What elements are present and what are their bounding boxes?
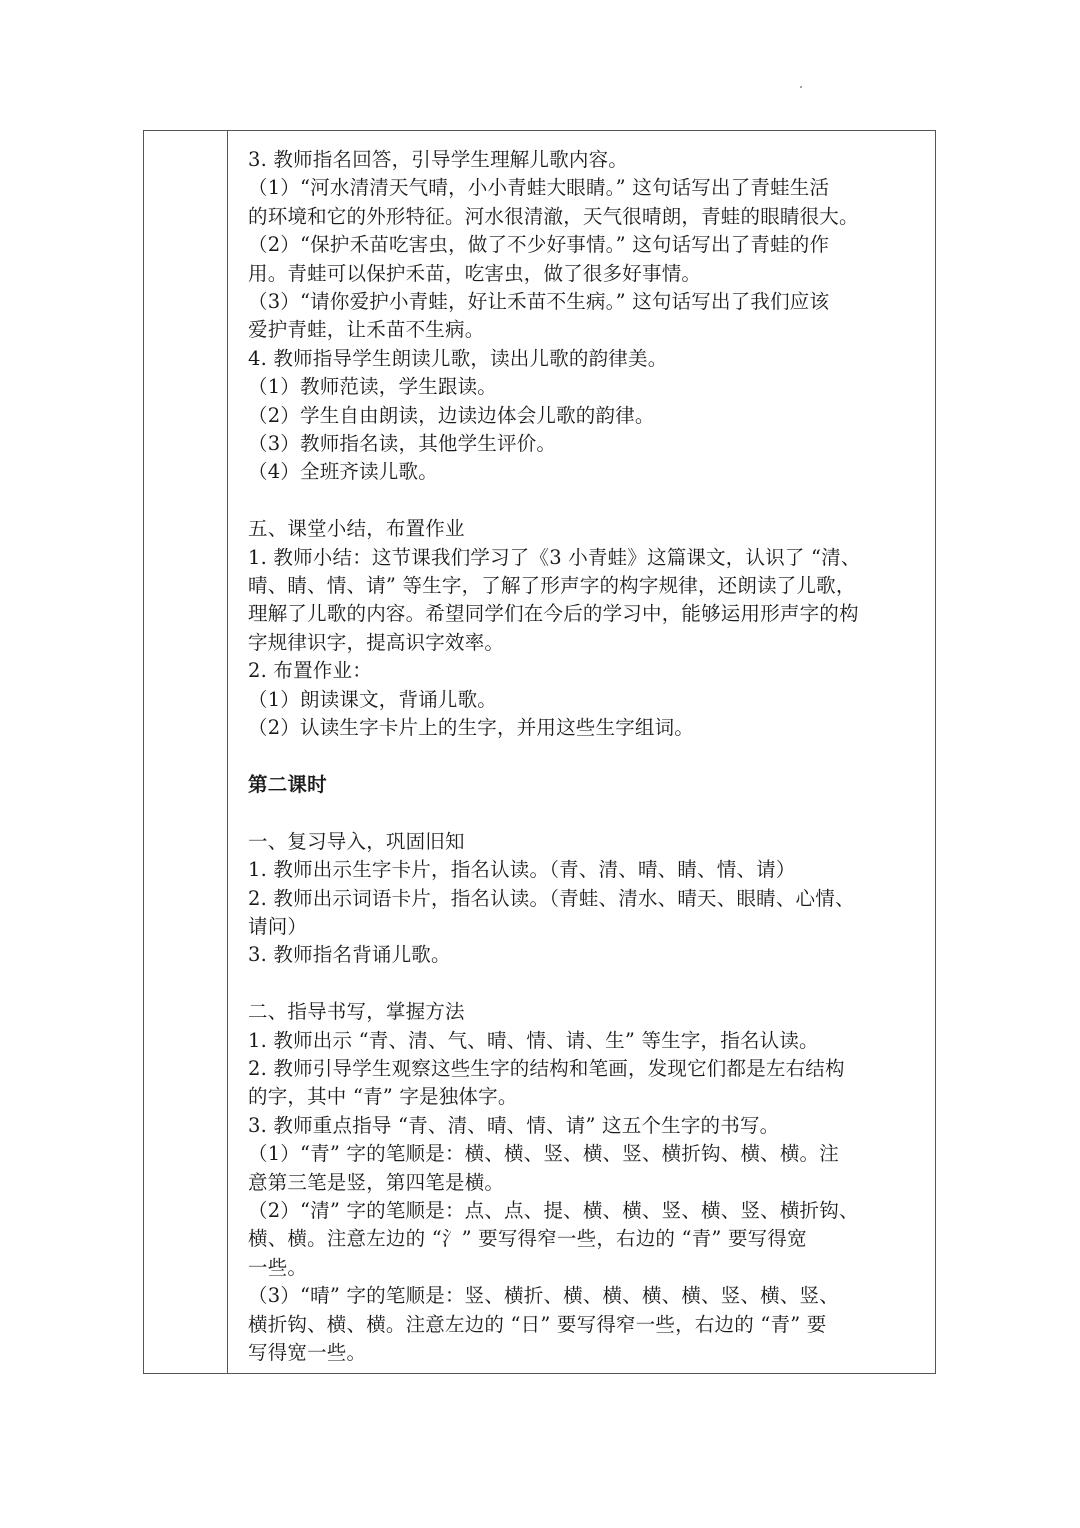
text-line: 爱护青蛙，让禾苗不生病。 xyxy=(248,318,485,342)
section-heading: 第二课时 xyxy=(248,772,327,796)
blank-line xyxy=(248,970,917,998)
text-line: 一、复习导入，巩固旧知 xyxy=(248,829,465,853)
lesson-table xyxy=(143,130,936,1374)
text-line: 4. 教师指导学生朗读儿歌，读出儿歌的韵律美。 xyxy=(248,346,668,370)
text-line: 3. 教师重点指导 “青、清、晴、情、请” 这五个生字的书写。 xyxy=(248,1113,780,1137)
text-line: （1）教师范读，学生跟读。 xyxy=(248,375,498,399)
text-line: 横折钩、横、横。注意左边的 “日” 要写得窄一些，右边的 “青” 要 xyxy=(248,1312,827,1336)
text-line: 二、指导书写，掌握方法 xyxy=(248,1000,465,1024)
text-line: 用。青蛙可以保护禾苗，吃害虫，做了很多好事情。 xyxy=(248,261,702,285)
text-line: （2）认读生字卡片上的生字，并用这些生字组词。 xyxy=(248,716,695,740)
text-line: 一些。 xyxy=(248,1255,308,1279)
text-line: 2. 布置作业： xyxy=(248,659,372,683)
text-line: （3）“请你爱护小青蛙，好让禾苗不生病。” 这句话写出了我们应该 xyxy=(248,290,830,314)
text-line: 3. 教师指名回答，引导学生理解儿歌内容。 xyxy=(248,148,629,171)
text-line: 理解了儿歌的内容。希望同学们在今后的学习中，能够运用形声字的构 xyxy=(248,602,859,626)
text-line: （1）朗读课文，背诵儿歌。 xyxy=(248,687,498,711)
text-line: 2. 教师引导学生观察这些生字的结构和笔画，发现它们都是左右结构 xyxy=(248,1056,845,1080)
text-line: 写得宽一些。 xyxy=(248,1341,367,1364)
text-line: （1）“青” 字的笔顺是：横、横、竖、横、竖、横折钩、横、横。注 xyxy=(248,1142,839,1166)
blank-line xyxy=(248,487,917,515)
text-line: （2）“清” 字的笔顺是：点、点、提、横、横、竖、横、竖、横折钩、 xyxy=(248,1198,859,1222)
page-dot-mark xyxy=(800,86,802,88)
text-line: 3. 教师指名背诵儿歌。 xyxy=(248,943,451,967)
table-left-column xyxy=(144,131,228,1373)
text-line: 请问） xyxy=(248,914,308,938)
text-line: 五、课堂小结，布置作业 xyxy=(248,517,465,541)
text-line: （2）学生自由朗读，边读边体会儿歌的韵律。 xyxy=(248,403,655,427)
text-line: 的环境和它的外形特征。河水很清澈，天气很晴朗，青蛙的眼睛很大。 xyxy=(248,204,859,228)
blank-line xyxy=(248,743,917,771)
text-line: （4）全班齐读儿歌。 xyxy=(248,460,438,484)
text-line: 字规律识字，提高识字效率。 xyxy=(248,630,505,654)
text-line: （3）“晴” 字的笔顺是：竖、横折、横、横、横、横、竖、横、竖、 xyxy=(248,1284,839,1308)
text-line: （2）“保护禾苗吃害虫，做了不少好事情。” 这句话写出了青蛙的作 xyxy=(248,233,830,257)
text-line: 横、横。注意左边的 “氵” 要写得窄一些，右边的 “青” 要写得宽 xyxy=(248,1227,807,1251)
text-line: （3）教师指名读，其他学生评价。 xyxy=(248,432,557,456)
text-line: 2. 教师出示词语卡片，指名认读。（青蛙、清水、晴天、眼睛、心情、 xyxy=(248,886,855,910)
text-line: 1. 教师出示 “青、清、气、晴、情、请、生” 等生字，指名认读。 xyxy=(248,1028,819,1052)
text-line: 1. 教师小结：这节课我们学习了《3 小青蛙》这篇课文，认识了 “清、 xyxy=(248,545,861,569)
blank-line xyxy=(248,799,917,827)
table-content-column xyxy=(228,131,935,1373)
text-line: 晴、睛、情、请” 等生字，了解了形声字的构字规律，还朗读了儿歌， xyxy=(248,574,856,598)
text-line: （1）“河水清清天气晴，小小青蛙大眼睛。” 这句话写出了青蛙生活 xyxy=(248,176,830,200)
text-line: 意第三笔是竖，第四笔是横。 xyxy=(248,1170,505,1194)
text-line: 1. 教师出示生字卡片，指名认读。（青、清、晴、睛、情、请） xyxy=(248,858,796,882)
text-line: 的字，其中 “青” 字是独体字。 xyxy=(248,1085,518,1109)
